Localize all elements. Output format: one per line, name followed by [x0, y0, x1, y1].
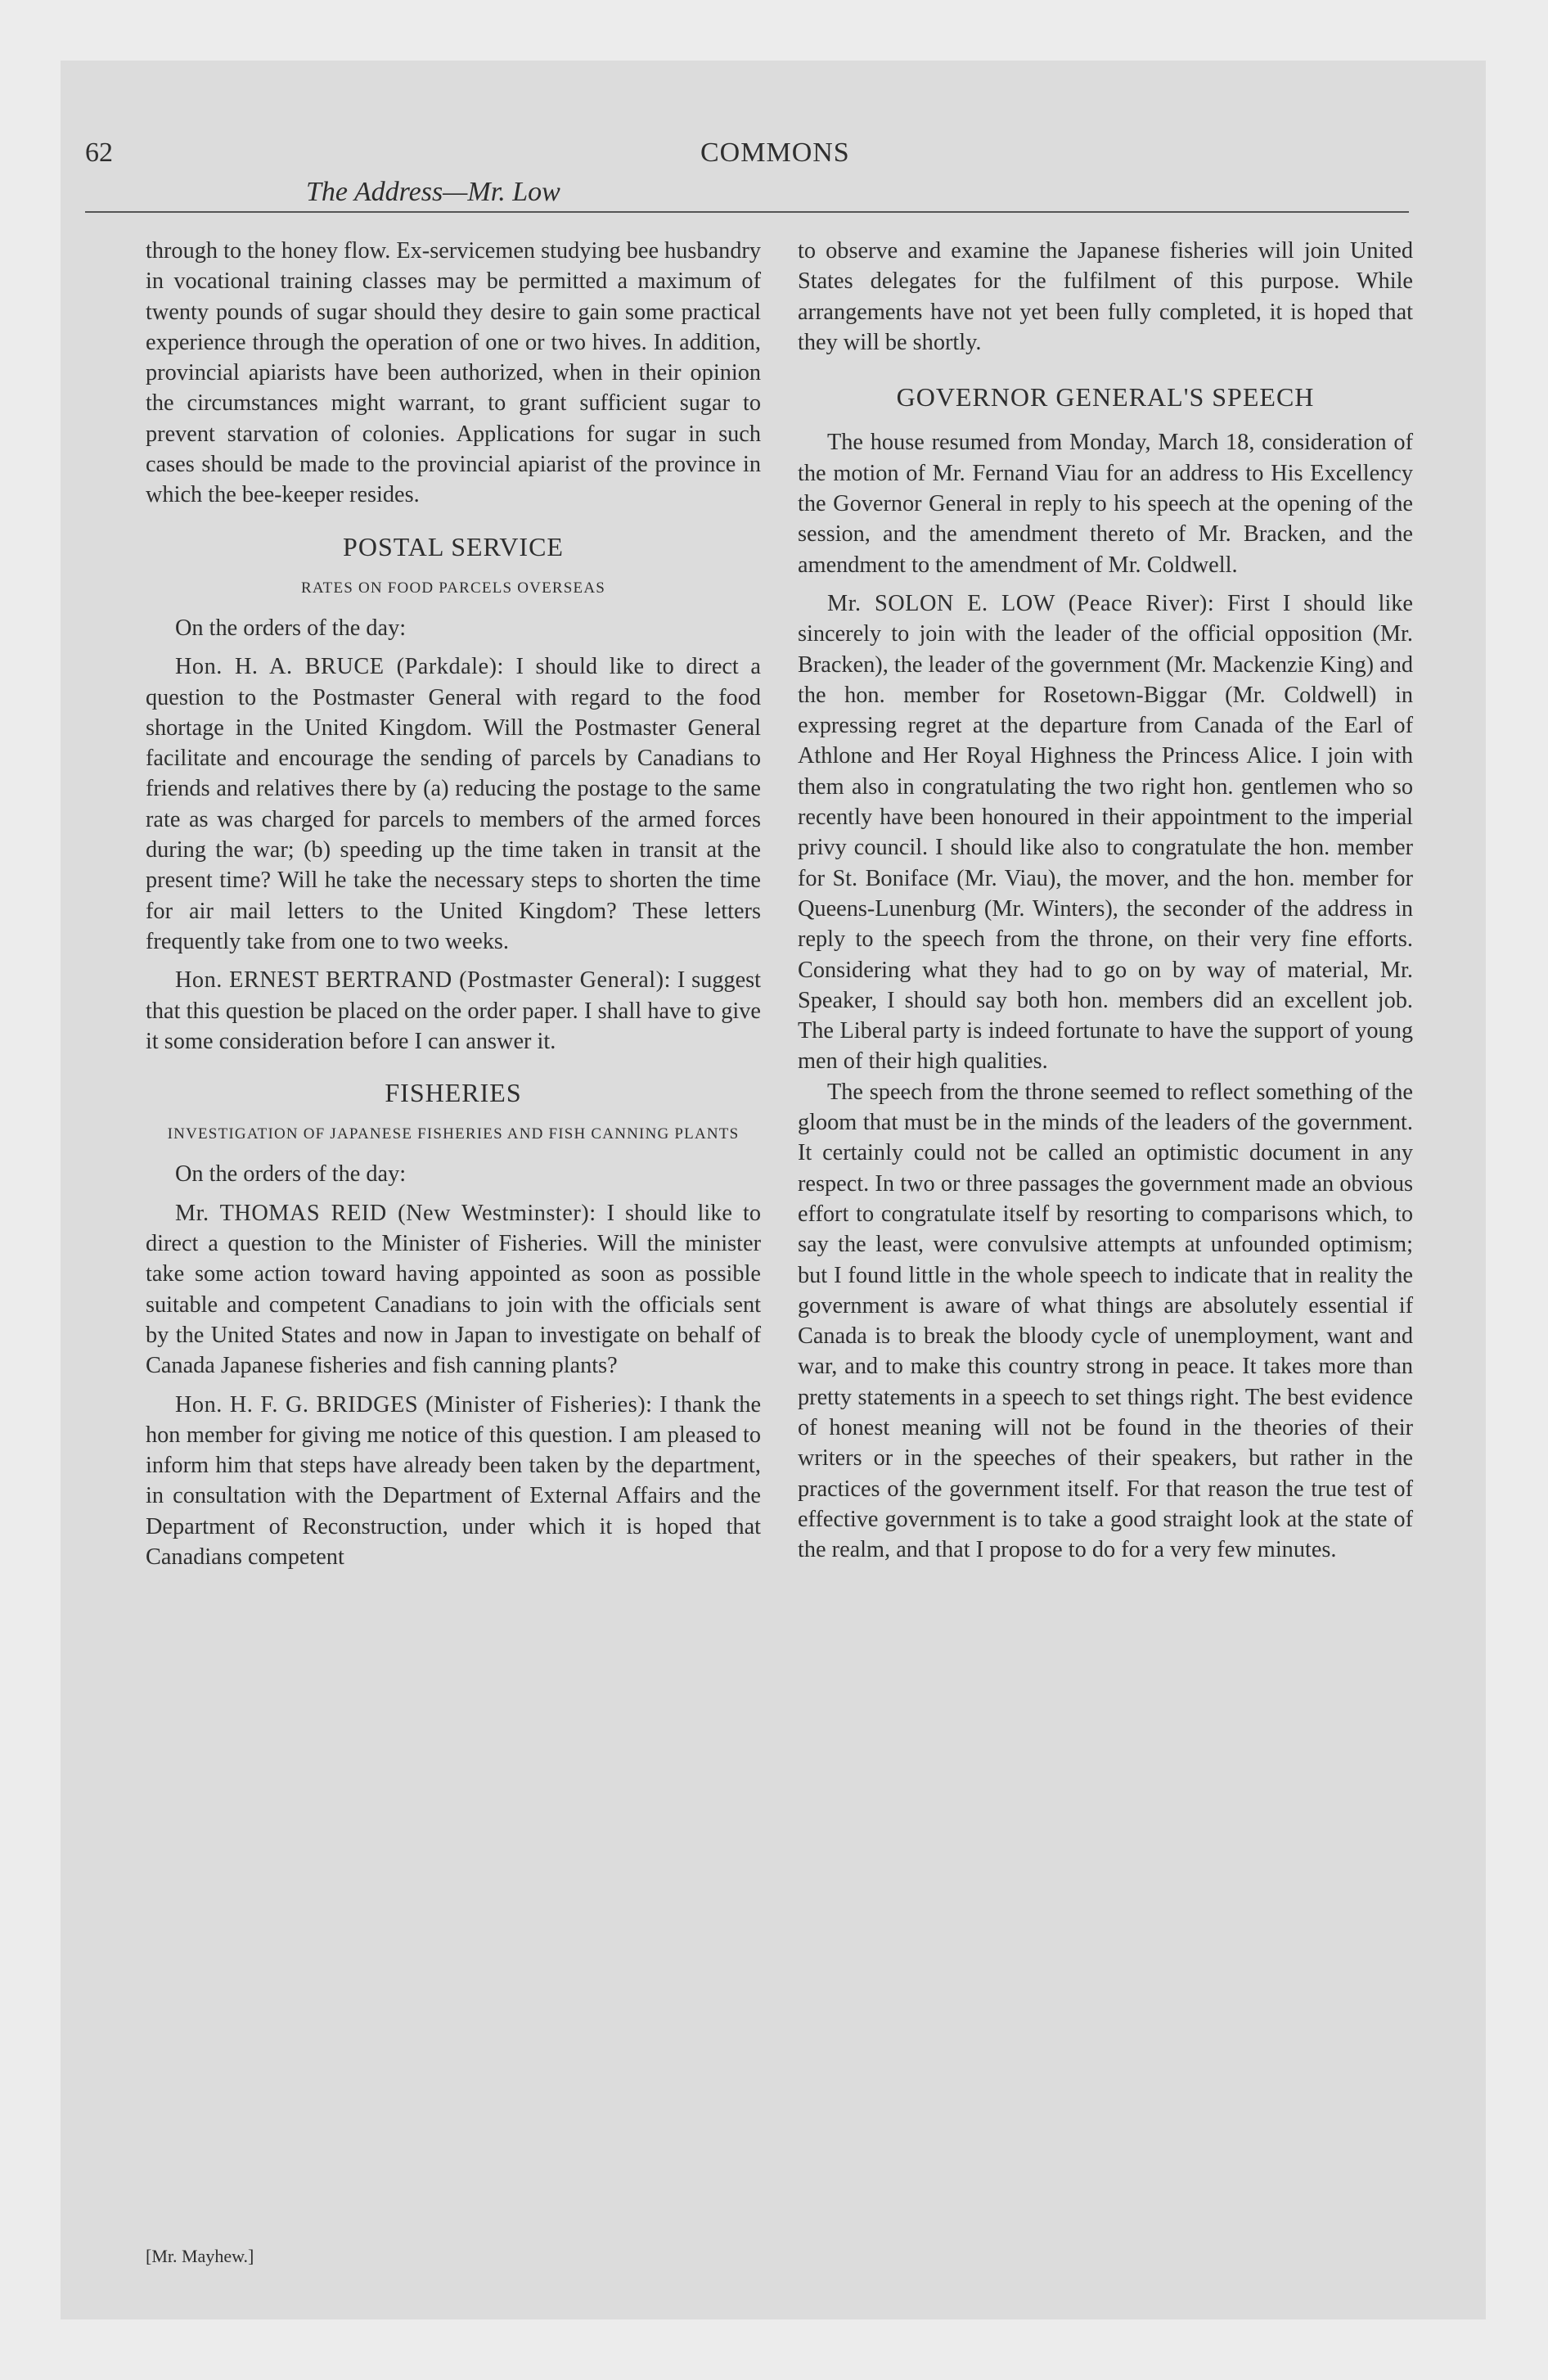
speech-text: I suggest that this question be placed on the order paper. I shall have to give it some consideration before I can answer it. [146, 967, 761, 1054]
section-name: COMMONS [700, 137, 850, 168]
subheading-postal: RATES ON FOOD PARCELS OVERSEAS [300, 579, 606, 597]
header-rule [85, 211, 1409, 213]
paragraph: The speech from the throne seemed to reflect something of the gloom that must be in the minds of the leaders of the government. It certainly could not be called an optimistic document in any respect. In two or three passages the government made an obvious effort to congratulate itself by resorting to comparisons which, to say the least, were convulsive attempts at unfounded optimism; but I found little in the whole speech to indicate that in reality the government is aware of what things are absolutely essential if Canada is to break the bloody cycle of unemployment, want and war, and to make this country strong in peace. It takes more than pretty statements in a speech to set things right. The best evidence of honest meaning will not be found in the theories of their writers or in the speeches of their speakers, but rather in the practices of the government itself. For that reason the true test of effective government is to take a good straight look at the state of the realm, and that I propose to do for a very few minutes. [798, 1079, 1413, 1563]
section-heading-postal: POSTAL SERVICE [343, 531, 564, 561]
paragraph: through to the honey flow. Ex-servicemen studying bee husbandry in vocational training classes may be permitted a maximum of twenty pounds of sugar should they desire to gain some practical experience through the operation of one or two hives. In addition, provincial apiarists have been authorized, when in their opinion the circumstances might warrant, to grant sufficient sugar to prevent starvation of colonies. Applications for sugar in such cases should be made to the provincial apiarist of the province in which the bee-keeper resides. [146, 238, 761, 508]
running-head: The Address—Mr. Low [306, 177, 560, 207]
paragraph: to observe and examine the Japanese fisheries will join United States delegates for the fulfilment of this purpose. While arrangements have not yet been fully completed, it is hoped that they will be shortly. [798, 238, 1413, 355]
speech-text: First I should like sincerely to join with the leader of the official opposition (Mr. Bracken), the leader of the government (Mr. Mackenzie King) and the hon. member for Rosetown-Biggar (Mr. Coldwell) in expressing regret at the departure from Canada of the Earl of Athlone and Her Royal Highness the Princess Alice. I join with them also in congratulating the two right hon. gentlemen who so recently have been honoured in their appointment to the imperial privy council. I should like also to congratulate the hon. member for St. Boniface (Mr. Viau), the mover, and the hon. member for Queens-Lunenburg (Mr. Winters), the seconder of the address in reply to the speech from the throne, on their very fine efforts. Considering what they had to go on by way of material, Mr. Speaker, I should say both hon. members did an excellent job. The Liberal party is indeed fortunate to have the support of young men of their high qualities. [798, 590, 1413, 1075]
page-number: 62 [85, 137, 113, 168]
speaker-name: Hon. H. A. BRUCE (Parkdale): [175, 654, 504, 680]
speech-bridges [146, 1390, 761, 1573]
left-column [146, 236, 761, 1572]
house-resumed-paragraph: The house resumed from Monday, March 18, consideration of the motion of Mr. Fernand Viau for an address to His Excellency the Governor General in reply to his speech at the opening of the session, and the amendment thereto of Mr. Bracken, and the amendment to the amendment of Mr. Coldwell. [798, 430, 1413, 578]
subheading-fisheries: INVESTIGATION OF JAPANESE FISHERIES AND FISH CANNING PLANTS [167, 1125, 740, 1143]
right-column [798, 236, 1413, 1565]
speech-text: I should like to direct a question to the Minister of Fisheries. Will the minister take some action toward having appointed as soon as possible suitable and competent Canadians to join with the officials sent by the United States and now in Japan to investigate on behalf of Canada Japanese fisheries and fish canning plants? [146, 1200, 761, 1379]
speaker-name: Mr. SOLON E. LOW (Peace River): [827, 590, 1215, 616]
speech-text: I should like to direct a question to the Postmaster General with regard to the food shortage in the United Kingdom. Will the Postmaster General facilitate and encourage the sending of parcels by Canadians to friends and relatives there by (a) reducing the postage to the same rate as was charged for parcels to members of the armed forces during the war; (b) speeding up the time taken in transit at the present time? Will he take the necessary steps to shorten the time for air mail letters to the United Kingdom? These letters frequently take from one to two weeks. [146, 654, 761, 954]
orders-of-day: On the orders of the day: [175, 1161, 407, 1188]
section-heading-governor-general: GOVERNOR GENERAL'S SPEECH [896, 382, 1315, 412]
page-header [85, 137, 1409, 213]
speech-bertrand [146, 965, 761, 1057]
speaker-name: Hon. H. F. G. BRIDGES (Minister of Fisheries): [175, 1391, 653, 1418]
speaker-name: Mr. THOMAS REID (New Westminster): [175, 1200, 596, 1226]
speech-low [798, 588, 1413, 1077]
speech-text: I thank the hon member for giving me notice of this question. I am pleased to inform him that steps have already been taken by the department, in consultation with the Department of External Affairs and the Department of Reconstruction, under which it is hoped that Canadians competent [146, 1391, 762, 1570]
speech-bruce [146, 651, 761, 957]
footer-note: [Mr. Mayhew.] [146, 2246, 254, 2266]
section-heading-fisheries: FISHERIES [385, 1078, 522, 1108]
speaker-name: Hon. ERNEST BERTRAND (Postmaster General): [175, 967, 671, 994]
speech-reid [146, 1198, 761, 1382]
orders-of-day: On the orders of the day: [175, 615, 407, 641]
